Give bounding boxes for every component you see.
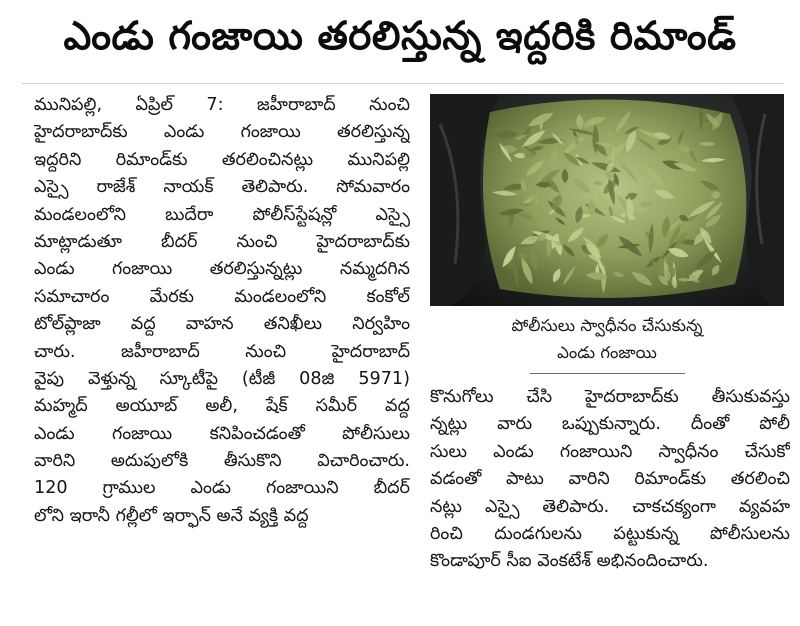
article-line: మాట్లాడుతూ బీదర్ నుంచి హైదరాబాద్‌కు [34, 231, 410, 252]
article-line: వారిని అదుపులోకి తీసుకొని విచారించారు. [34, 451, 410, 472]
article-line: హైదరాబాద్‌కు ఎండు గంజాయి తరలిస్తున్న [34, 122, 410, 143]
article-line: నట్లు ఎస్సై తెలిపారు. చాకచక్యంగా వ్యవహ [430, 496, 790, 517]
article-line: ఎండు గంజాయి తరలిస్తున్నట్లు నమ్మదగిన [34, 259, 410, 280]
article-line: మహ్మద్ అయూబ్ అలీ, షేక్ సమీర్ వద్ద [34, 396, 410, 417]
caption-line-1: పోలీసులు స్వాధీనం చేసుకున్న [511, 316, 703, 335]
article-line: రించి దుండగులను పట్టుకున్న పోలీసులను [430, 523, 790, 544]
headline: ఎండు గంజాయి తరలిస్తున్న ఇద్దరికి రిమాండ్ [63, 14, 737, 59]
dried-cannabis-photo [430, 94, 784, 306]
caption-line-2: ఎండు గంజాయి [557, 343, 657, 362]
article-line: వైపు వెళ్తున్న స్కూటీపై (టీజీ 08జి 5971) [34, 368, 410, 389]
article-line: ఎస్సై రాజేశ్ నాయక్ తెలిపారు. సోమవారం [34, 177, 410, 198]
article-line: కొనుగోలు చేసి హైదరాబాద్‌కు తీసుకువస్తు [430, 387, 790, 407]
article-column-left [34, 92, 410, 530]
article-line: మండలంలోని బుదేరా పోలీస్‌స్టేషన్లో ఎస్సై [34, 204, 410, 225]
article-line: వడంతో పాటు వారిని రిమాండ్‌కు తరలించి [430, 469, 790, 490]
article-line: సమాచారం మేరకు మండలంలోని కంకోల్ [34, 286, 410, 307]
article-line: కొండాపూర్ సీఐ వెంకటేశ్ అభినందించారు. [430, 551, 709, 572]
article-line: లోని ఇరానీ గల్లీలో ఇర్ఫాన్ అనే వ్యక్తి వద్ద [34, 505, 309, 526]
article-line: 120 గ్రాముల ఎండు గంజాయిని బీదర్ [34, 478, 410, 499]
caption-divider [530, 373, 685, 374]
article-line: ఎండు గంజాయి కనిపించడంతో పోలీసులు [34, 423, 410, 444]
photo-caption [430, 312, 784, 366]
article-line: ఇద్దరిని రిమాండ్‌కు తరలించినట్లు మునిపల్లి [34, 149, 410, 170]
article-line: న్నట్లు వారు ఒప్పుకున్నారు. దీంతో పోలీ [430, 414, 790, 435]
dried-cannabis-in-black-bag-photo [430, 94, 784, 306]
headline-divider [22, 83, 784, 84]
article-line: టోల్‌ప్లాజా వద్ద వాహన తనిఖీలు నిర్వహిం [34, 314, 410, 335]
article-line: చారు. జహీరాబాద్ నుంచి హైదరాబాద్ [34, 341, 410, 362]
article-line: మునిపల్లి, ఏప్రిల్ 7: జహీరాబాద్ నుంచి [34, 95, 410, 115]
article-line: సులు ఎండు గంజాయిని స్వాధీనం చేసుకో [430, 441, 790, 462]
article-column-right [430, 384, 790, 576]
